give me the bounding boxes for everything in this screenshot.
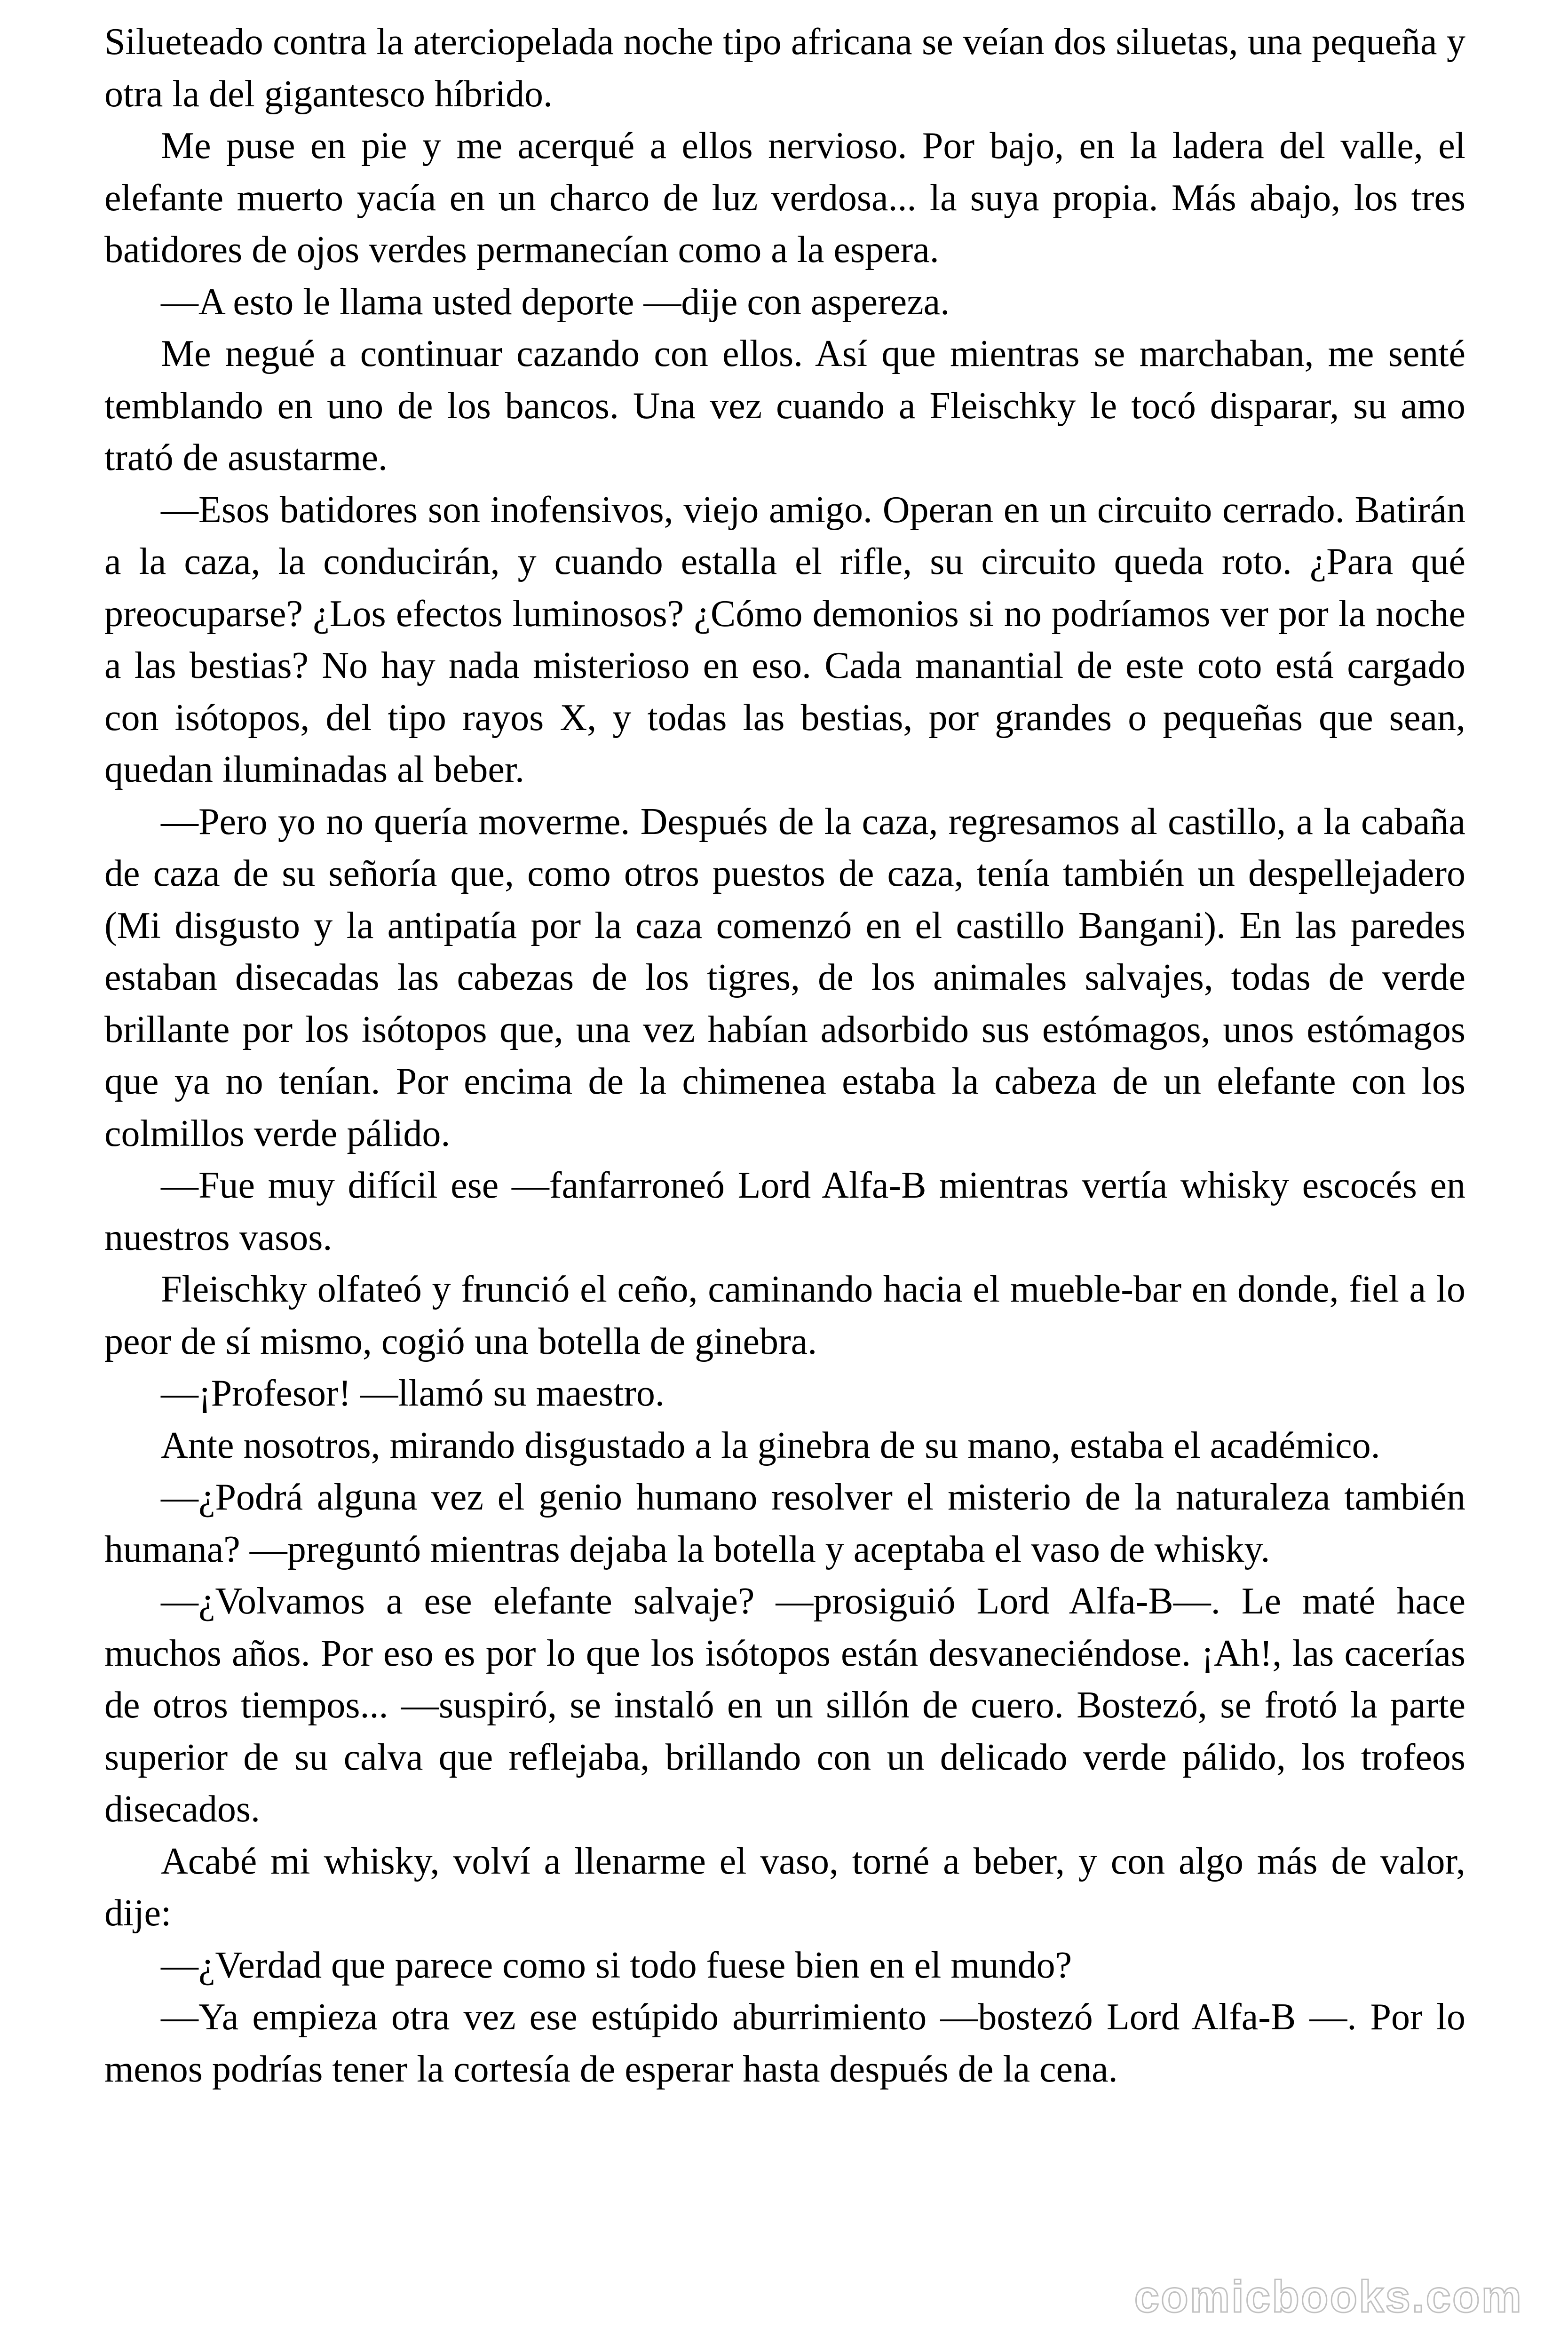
paragraph: —Ya empieza otra vez ese estúpido aburrimiento —bostezó Lord Alfa-B —. Por lo menos podrías tener la cortesía de esperar hasta después de la cena. xyxy=(104,1996,1465,2090)
paragraph: Silueteado contra la aterciopelada noche tipo africana se veían dos siluetas, una pequeña y otra la del gigantesco híbrido. xyxy=(104,21,1465,115)
watermark-logo: comicbooks.com xyxy=(1134,2272,1523,2322)
paragraph: —A esto le llama usted deporte —dije con aspereza. xyxy=(161,281,950,323)
paragraph: Me puse en pie y me acerqué a ellos nervioso. Por bajo, en la ladera del valle, el elefante muerto yacía en un charco de luz verdosa... la suya propia. Más abajo, los tres batidores de ojos verdes permanecían como a la espera. xyxy=(104,125,1465,270)
paragraph: —Pero yo no quería moverme. Después de la caza, regresamos al castillo, a la cabaña de caza de su señoría que, como otros puestos de caza, tenía también un despellejadero (Mi disgusto y la antipatía por la caza comenzó en el castillo Bangani). En las paredes estaban disecadas las cabezas de los tigres, de los animales salvajes, todas de verde brillante por los isótopos que, una vez habían adsorbido sus estómagos, unos estómagos que ya no tenían. Por encima de la chimenea estaba la cabeza de un elefante con los colmillos verde pálido. xyxy=(104,801,1465,1154)
paragraph: —Fue muy difícil ese —fanfarroneó Lord Alfa-B mientras vertía whisky escocés en nuestros vasos. xyxy=(104,1165,1465,1258)
paragraph: —¿Verdad que parece como si todo fuese bien en el mundo? xyxy=(161,1944,1072,1986)
paragraph: Acabé mi whisky, volví a llenarme el vaso, torné a beber, y con algo más de valor, dije: xyxy=(104,1840,1465,1934)
paragraph: Fleischky olfateó y frunció el ceño, caminando hacia el mueble-bar en donde, fiel a lo peor de sí mismo, cogió una botella de ginebra. xyxy=(104,1269,1465,1362)
paragraph: —¿Podrá alguna vez el genio humano resolver el misterio de la naturaleza también humana? —preguntó mientras dejaba la botella y aceptaba el vaso de whisky. xyxy=(104,1477,1465,1570)
paragraph: —Esos batidores son inofensivos, viejo amigo. Operan en un circuito cerrado. Batirán a la caza, la conducirán, y cuando estalla el rifle, su circuito queda roto. ¿Para qué preocuparse? ¿Los efectos luminosos? ¿Cómo demonios si no podríamos ver por la noche a las bestias? No hay nada misterioso en eso. Cada manantial de este coto está cargado con isótopos, del tipo rayos X, y todas las bestias, por grandes o pequeñas que sean, quedan iluminadas al beber. xyxy=(104,489,1465,790)
paragraph: —¡Profesor! —llamó su maestro. xyxy=(161,1373,665,1414)
paragraph: —¿Volvamos a ese elefante salvaje? —prosiguió Lord Alfa-B—. Le maté hace muchos años. Por eso es por lo que los isótopos están desvaneciéndose. ¡Ah!, las cacerías de otros tiempos... —suspiró, se instaló en un sillón de cuero. Bostezó, se frotó la parte superior de su calva que reflejaba, brillando con un delicado verde pálido, los trofeos disecados. xyxy=(104,1581,1465,1830)
paragraph: Ante nosotros, mirando disgustado a la ginebra de su mano, estaba el académico. xyxy=(161,1424,1380,1466)
body-text xyxy=(104,16,1465,2095)
paragraph: Me negué a continuar cazando con ellos. Así que mientras se marchaban, me senté temblando en uno de los bancos. Una vez cuando a Fleischky le tocó disparar, su amo trató de asustarme. xyxy=(104,333,1465,478)
